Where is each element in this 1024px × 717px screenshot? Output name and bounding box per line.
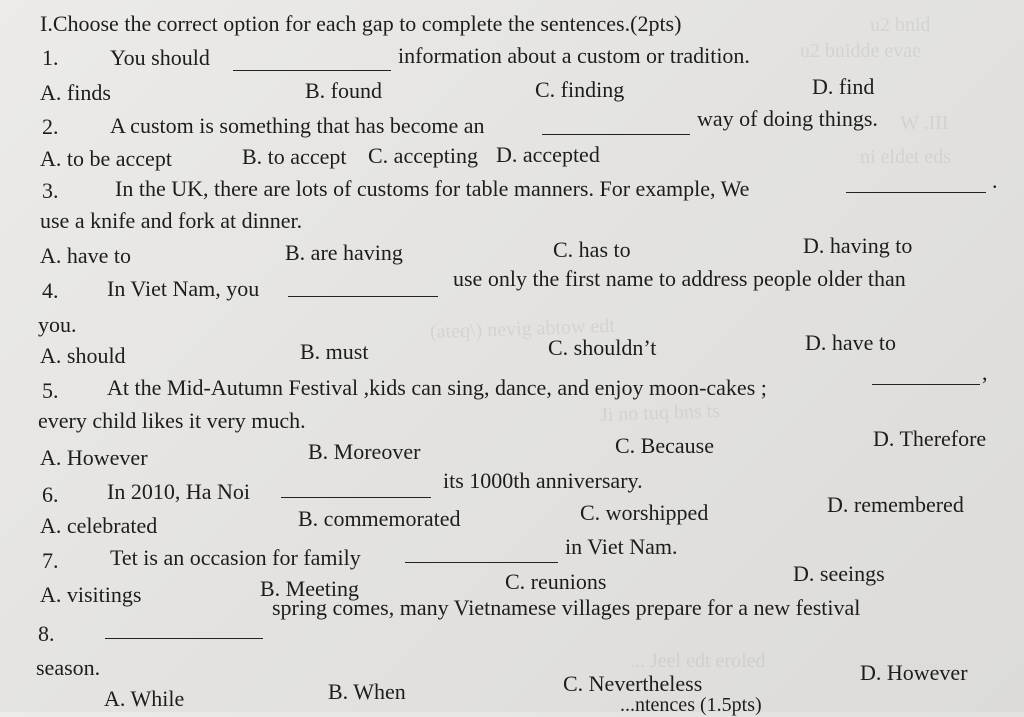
option-a[interactable]: A. celebrated bbox=[40, 513, 158, 538]
option-d[interactable]: D. have to bbox=[805, 330, 897, 355]
question-number: 8. bbox=[38, 621, 55, 646]
option-d[interactable]: D. remembered bbox=[827, 492, 964, 517]
section-heading: I.Choose the correct option for each gap to complete the sentences.(2pts) bbox=[40, 11, 682, 36]
option-c[interactable]: C. reunions bbox=[505, 569, 607, 594]
question-text: In the UK, there are lots of customs for table manners. For example, We bbox=[115, 176, 750, 201]
option-d[interactable]: D. seeings bbox=[793, 561, 885, 586]
question-text: . bbox=[992, 168, 998, 193]
option-d[interactable]: D. accepted bbox=[496, 142, 600, 167]
question-text: , bbox=[982, 360, 988, 385]
question-number: 7. bbox=[42, 548, 59, 573]
question-text: In 2010, Ha Noi bbox=[107, 479, 250, 504]
option-a[interactable]: A. visitings bbox=[40, 582, 142, 607]
option-c[interactable]: C. finding bbox=[535, 77, 625, 102]
option-b[interactable]: B. Moreover bbox=[308, 439, 421, 464]
option-b[interactable]: B. are having bbox=[285, 240, 403, 265]
option-d[interactable]: D. Therefore bbox=[873, 426, 987, 451]
answer-blank[interactable] bbox=[872, 384, 980, 385]
answer-blank[interactable] bbox=[846, 192, 986, 193]
question-text: in Viet Nam. bbox=[565, 534, 678, 559]
option-a[interactable]: A. While bbox=[104, 686, 185, 711]
next-section-heading-partial: ...ntences (1.5pts) bbox=[620, 694, 762, 716]
question-number: 6. bbox=[42, 482, 59, 507]
answer-blank[interactable] bbox=[542, 134, 690, 135]
option-c[interactable]: C. Because bbox=[615, 433, 714, 458]
option-d[interactable]: D. However bbox=[860, 660, 968, 685]
question-continuation: use a knife and fork at dinner. bbox=[40, 208, 303, 233]
question-continuation: you. bbox=[38, 312, 77, 337]
option-c[interactable]: C. accepting bbox=[368, 143, 478, 168]
question-text: its 1000th anniversary. bbox=[443, 468, 643, 493]
option-c[interactable]: C. has to bbox=[553, 237, 631, 262]
answer-blank[interactable] bbox=[405, 562, 558, 563]
option-b[interactable]: B. must bbox=[300, 339, 369, 364]
question-continuation: every child likes it very much. bbox=[38, 408, 306, 433]
option-b[interactable]: B. commemorated bbox=[298, 506, 461, 531]
option-b[interactable]: B. found bbox=[305, 78, 382, 103]
question-number: 5. bbox=[42, 378, 59, 403]
option-c[interactable]: C. worshipped bbox=[580, 500, 709, 525]
option-a[interactable]: A. However bbox=[40, 445, 148, 470]
question-text: information about a custom or tradition. bbox=[398, 43, 750, 68]
question-text: Tet is an occasion for family bbox=[110, 545, 361, 570]
option-a[interactable]: A. should bbox=[40, 343, 126, 368]
question-text: way of doing things. bbox=[697, 106, 878, 131]
question-continuation: season. bbox=[36, 655, 101, 680]
question-text: At the Mid-Autumn Festival ,kids can sing, dance, and enjoy moon-cakes ; bbox=[107, 375, 767, 400]
answer-blank[interactable] bbox=[105, 638, 263, 639]
option-c[interactable]: C. Nevertheless bbox=[563, 671, 703, 696]
answer-blank[interactable] bbox=[281, 497, 431, 498]
option-a[interactable]: A. finds bbox=[40, 80, 111, 105]
option-d[interactable]: D. find bbox=[812, 74, 875, 99]
option-a[interactable]: A. have to bbox=[40, 243, 132, 268]
question-number: 4. bbox=[42, 278, 59, 303]
option-d[interactable]: D. having to bbox=[803, 233, 913, 258]
question-text: spring comes, many Vietnamese villages prepare for a new festival bbox=[272, 595, 861, 620]
question-number: 2. bbox=[42, 114, 59, 139]
option-a[interactable]: A. to be accept bbox=[40, 146, 172, 171]
option-b[interactable]: B. Meeting bbox=[260, 576, 359, 601]
option-b[interactable]: B. When bbox=[328, 679, 406, 704]
answer-blank[interactable] bbox=[288, 296, 438, 297]
question-text: A custom is something that has become an bbox=[110, 113, 485, 138]
option-b[interactable]: B. to accept bbox=[242, 144, 347, 169]
question-text: In Viet Nam, you bbox=[107, 276, 260, 301]
question-text: You should bbox=[110, 45, 210, 70]
answer-blank[interactable] bbox=[233, 70, 391, 71]
question-text: use only the first name to address people older than bbox=[453, 266, 906, 291]
option-c[interactable]: C. shouldn’t bbox=[548, 335, 657, 360]
question-number: 3. bbox=[42, 178, 59, 203]
question-number: 1. bbox=[42, 45, 59, 70]
